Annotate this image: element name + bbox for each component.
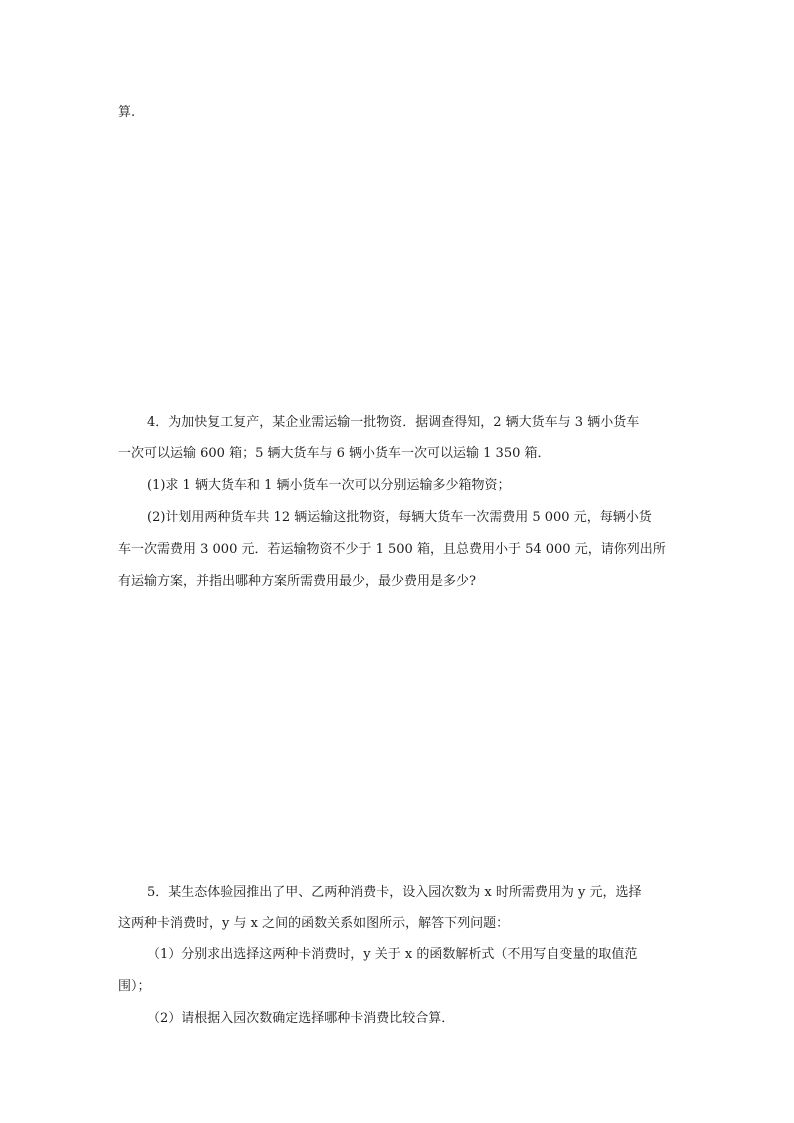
q4-part-2-line-1: (2)计划用两种货车共 12 辆运输这批物资，每辆大货车一次需费用 5 000 元，每辆小货: [147, 510, 652, 525]
q4-part-2-line-2: 车一次需费用 3 000 元．若运输物资不少于 1 500 箱，且总费用小于 54 000 元，请你列出所: [118, 542, 666, 557]
continuation-text: 算.: [118, 105, 136, 120]
q5-part-1-line-2: 围）；: [118, 979, 151, 994]
q5-part-2: （2）请根据入园次数确定选择哪种卡消费比较合算．: [147, 1011, 455, 1026]
q4-part-2-line-3: 有运输方案，并指出哪种方案所需费用最少，最少费用是多少?: [118, 574, 476, 589]
q5-stem-line-2: 这两种卡消费时，y 与 x 之间的函数关系如图所示，解答下列问题：: [118, 916, 510, 931]
q4-stem-line-2: 一次可以运输 600 箱；5 辆大货车与 6 辆小货车一次可以运输 1 350 箱．: [118, 446, 551, 461]
q4-stem-line-1: 4．为加快复工复产，某企业需运输一批物资．据调查得知，2 辆大货车与 3 辆小货车: [147, 415, 640, 430]
q4-part-1: (1)求 1 辆大货车和 1 辆小货车一次可以分别运输多少箱物资；: [147, 478, 511, 493]
q5-part-1-line-1: （1）分别求出选择这两种卡消费时，y 关于 x 的函数解析式（不用写自变量的取值范: [147, 947, 638, 962]
q5-stem-line-1: 5．某生态体验园推出了甲、乙两种消费卡，设入园次数为 x 时所需费用为 y 元，选择: [147, 885, 642, 900]
